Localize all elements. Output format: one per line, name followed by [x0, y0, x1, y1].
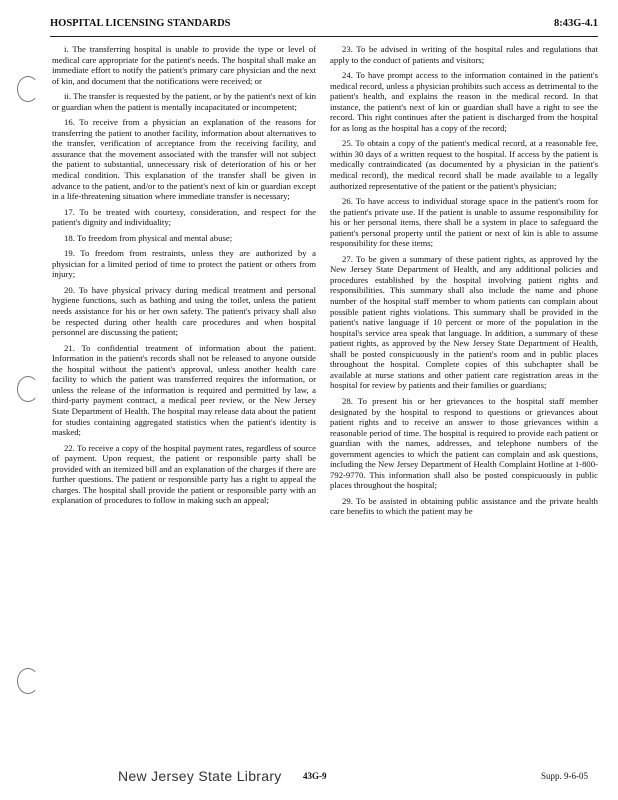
paragraph: 19. To freedom from restraints, unless they are authorized by a physician for a limited period of time to protect the patient or others from injury;	[52, 248, 316, 280]
page-footer	[0, 768, 618, 788]
paragraph: 28. To present his or her grievances to the hospital staff member designated by the hospital to respond to questions or grievances about patient rights and to receive an answer to those grievances within a reasonable period of time. The hospital is required to provide each patient or guardian with the names, addresses, and telephone numbers of the government agencies to which the patient can complain and ask questions, including the New Jersey Department of Health Complaint Hotline at 1-800-792-9770. This information shall also be posted conspicuously in public places throughout the hospital;	[330, 395, 598, 491]
paragraph: 25. To obtain a copy of the patient's medical record, at a reasonable fee, within 30 days of a written request to the hospital. If access by the patient is medically contraindicated (as documented by a physician in the patient's medical record), the medical record shall be made available to a legally authorized representative of the patient or the patient's physician;	[330, 138, 598, 191]
paragraph: i. The transferring hospital is unable to provide the type or level of medical care appropriate for the patient's needs. The hospital shall make an immediate effort to notify the patient's primary care physician and the next of kin, and document that the notifications were received; or	[52, 44, 316, 86]
paragraph: 26. To have access to individual storage space in the patient's room for the patient's private use. If the patient is unable to assume responsibility for his or her personal items, there shall be a system in place to safeguard the patient's personal property until the patient or next of kin is able to assume responsibility for these items;	[330, 196, 598, 249]
paragraph: 22. To receive a copy of the hospital payment rates, regardless of source of payment. Upon request, the patient or responsible party shall be provided with an itemized bill and an explanation of the charges if there are further questions. The patient or responsible party has a right to appeal the charges. The hospital shall provide the patient or responsible party with an explanation of procedures to follow in making such an appeal;	[52, 442, 316, 506]
punch-hole-mark	[17, 376, 39, 402]
paragraph: 24. To have prompt access to the information contained in the patient's medical record, unless a physician prohibits such access as detrimental to the patient's health, and explains the reason in the medical record. In that instance, the patient's next of kin or guardian shall have a right to see the record. This right continues after the patient is discharged from the hospital for as long as the hospital has a copy of the record;	[330, 70, 598, 133]
header-rule	[50, 36, 598, 37]
page-number: 43G-9	[303, 771, 327, 781]
left-column	[52, 44, 316, 511]
paragraph: 16. To receive from a physician an explanation of the reasons for transferring the patient to another facility, information about alternatives to the transfer, verification of acceptance from the receiving facility, and assurance that the movement associated with the transfer will not subject the patient to substantial, unnecessary risk of deterioration of his or her medical condition. This explanation of the transfer shall be given in advance to the patient, and/or to the patient's next of kin or guardian except in a life-threatening situation where immediate transfer is necessary;	[52, 117, 316, 202]
paragraph: 27. To be given a summary of these patient rights, as approved by the New Jersey State Department of Health, and any additional policies and procedures established by the hospital involving patient rights and responsibilities. This summary shall also include the name and phone number of the hospital staff member to whom patients can complain about possible patient rights violations. This summary shall be provided in the patient's native language if 10 percent or more of the population in the hospital's service area speak that language. In addition, a summary of these patient rights, as approved by the New Jersey State Department of Health, shall be posted conspicuously in the patient's room and in public places throughout the hospital. Complete copies of this subchapter shall be available at nurse stations and other patient care registration areas in the hospital for review by patients and their families or guardians;	[330, 253, 598, 391]
punch-hole-mark	[17, 76, 39, 102]
paragraph: ii. The transfer is requested by the patient, or by the patient's next of kin or guardian when the patient is mentally incapacitated or incompetent;	[52, 91, 316, 112]
paragraph: 20. To have physical privacy during medical treatment and personal hygiene functions, such as bathing and using the toilet, unless the patient needs assistance for his or her own safety. The patient's privacy shall also be respected during other health care procedures and when hospital personnel are discussing the patient;	[52, 284, 316, 338]
supplement-date: Supp. 9-6-05	[541, 771, 588, 781]
library-watermark: New Jersey State Library	[118, 768, 282, 784]
paragraph: 18. To freedom from physical and mental abuse;	[64, 232, 233, 243]
paragraph: 21. To confidential treatment of information about the patient. Information in the patient's records shall not be released to anyone outside the hospital without the patient's approval, unless another health care facility to which the patient was transferred requires the information, or unless the release of the information is required and permitted by law, a third-party payment contract, a medical peer review, or the New Jersey State Department of Health. The hospital may release data about the patient for studies containing aggregated statistics when the patient's identity is masked;	[52, 342, 316, 438]
header-title: HOSPITAL LICENSING STANDARDS	[50, 18, 231, 29]
page-header	[50, 18, 598, 34]
punch-hole-mark	[17, 668, 39, 694]
header-section-number: 8:43G-4.1	[553, 18, 598, 29]
paragraph: 29. To be assisted in obtaining public assistance and the private health care benefits to which the patient may be	[330, 495, 598, 517]
paragraph: 17. To be treated with courtesy, consideration, and respect for the patient's dignity and individuality;	[52, 206, 316, 228]
paragraph: 23. To be advised in writing of the hospital rules and regulations that apply to the conduct of patients and visitors;	[330, 44, 598, 65]
right-column	[330, 44, 598, 522]
